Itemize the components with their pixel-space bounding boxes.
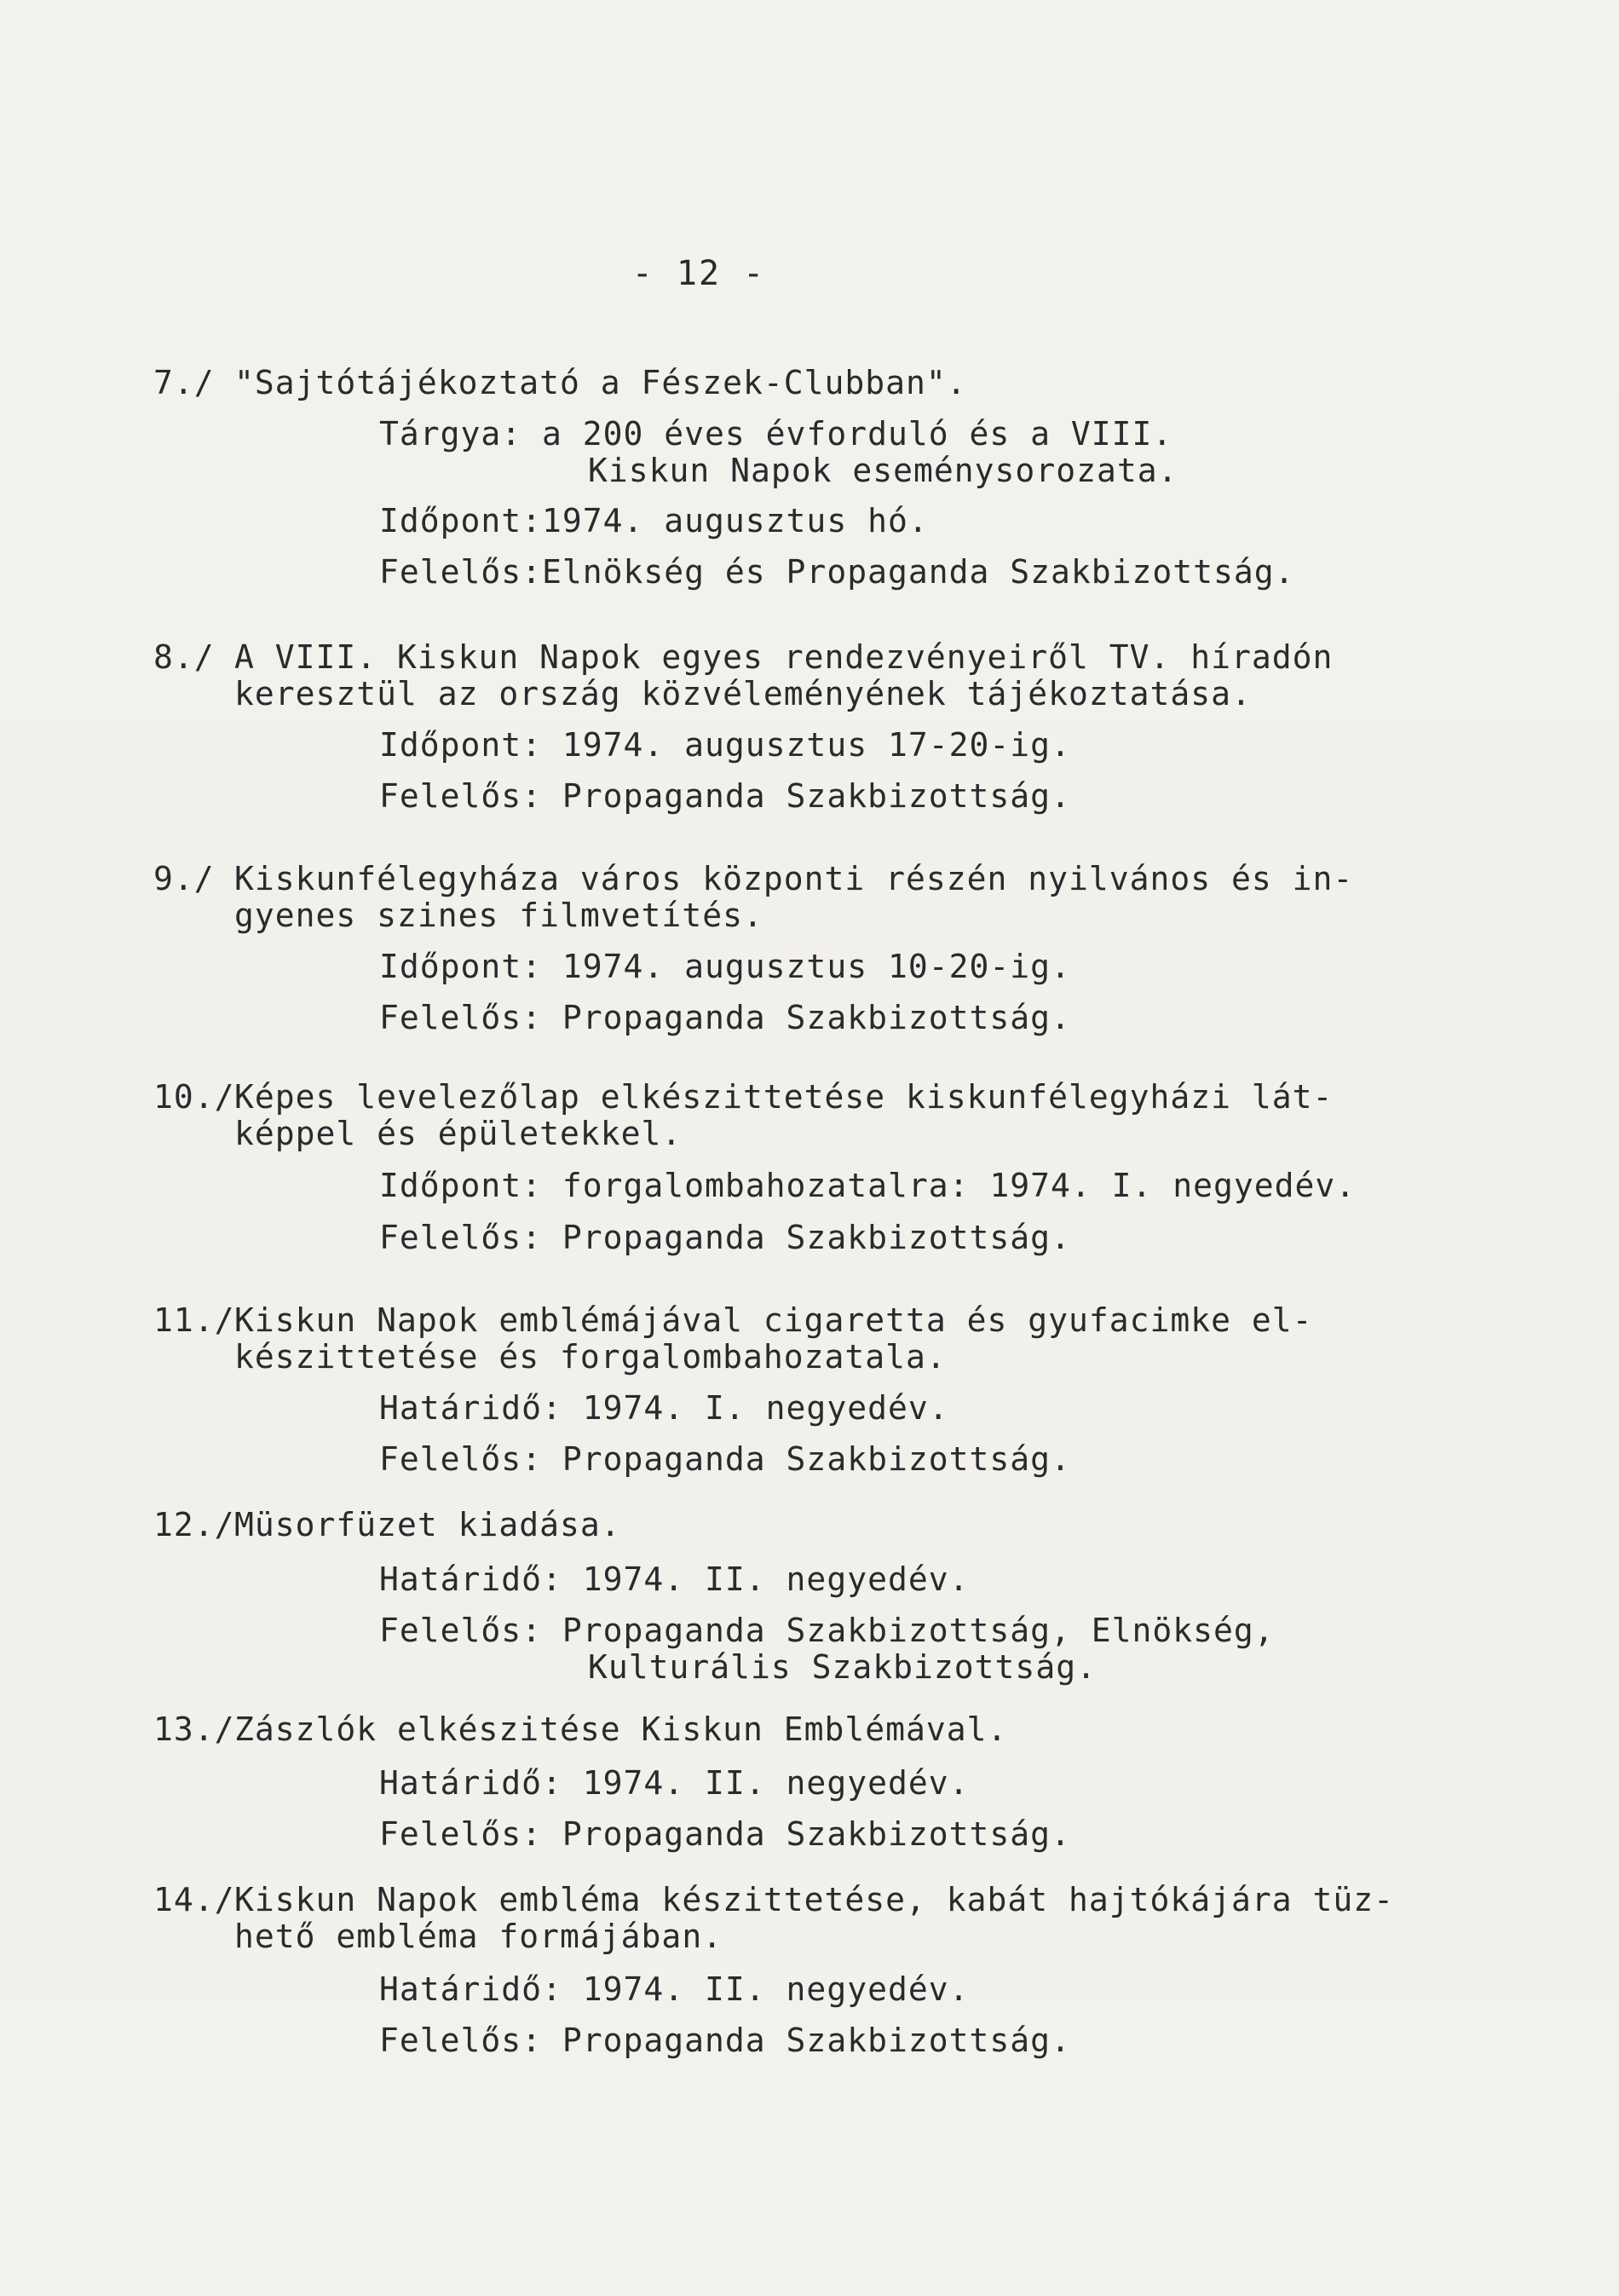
item-title: Kiskun Napok embléma készittetése, kabát hajtókájára tüz-	[234, 1881, 1395, 1918]
item-responsible: Felelős: Propaganda Szakbizottság.	[379, 1815, 1071, 1853]
item-deadline: Határidő: 1974. I. negyedév.	[379, 1389, 949, 1427]
item-number: 12./	[153, 1506, 235, 1543]
item-number: 11./	[153, 1301, 235, 1339]
item-deadline: Határidő: 1974. II. negyedév.	[379, 1970, 970, 2008]
item-responsible: Felelős: Propaganda Szakbizottság.	[379, 999, 1071, 1036]
item-subject-continued: Kiskun Napok eseménysorozata.	[588, 452, 1178, 489]
item-title-continued: gyenes szines filmvetítés.	[234, 897, 763, 934]
item-responsible: Felelős: Propaganda Szakbizottság.	[379, 1219, 1071, 1256]
item-number: 13./	[153, 1710, 235, 1748]
item-date: Időpont:1974. augusztus hó.	[379, 502, 929, 539]
item-subject: Tárgya: a 200 éves évforduló és a VIII.	[379, 415, 1173, 453]
item-title-continued: képpel és épületekkel.	[234, 1115, 683, 1152]
item-date: Időpont: forgalombahozatalra: 1974. I. negyedév.	[379, 1167, 1357, 1204]
item-responsible: Felelős: Propaganda Szakbizottság.	[379, 777, 1071, 815]
item-title: Képes levelezőlap elkészittetése kiskunfélegyházi lát-	[234, 1078, 1334, 1116]
item-number: 14./	[153, 1881, 235, 1918]
item-title-continued: hető embléma formájában.	[234, 1918, 723, 1955]
item-title: Müsorfüzet kiadása.	[234, 1506, 621, 1543]
item-title: Kiskun Napok emblémájával cigaretta és gyufacimke el-	[234, 1301, 1313, 1339]
item-responsible: Felelős: Propaganda Szakbizottság.	[379, 1440, 1071, 1478]
item-responsible-continued: Kulturális Szakbizottság.	[588, 1648, 1097, 1686]
item-title-continued: keresztül az ország közvéleményének tájékoztatása.	[234, 675, 1252, 712]
item-number: 8./	[153, 638, 215, 676]
item-number: 9./	[153, 860, 215, 897]
item-number: 10./	[153, 1078, 235, 1116]
item-title-continued: készittetése és forgalombahozatala.	[234, 1338, 947, 1376]
item-deadline: Határidő: 1974. II. negyedév.	[379, 1764, 970, 1802]
item-title: "Sajtótájékoztató a Fészek-Clubban".	[234, 364, 967, 401]
item-title: A VIII. Kiskun Napok egyes rendezvényeiről TV. híradón	[234, 638, 1334, 676]
item-number: 7./	[153, 364, 215, 401]
item-date: Időpont: 1974. augusztus 17-20-ig.	[379, 726, 1071, 764]
item-responsible: Felelős:Elnökség és Propaganda Szakbizottság.	[379, 553, 1295, 591]
item-title: Kiskunfélegyháza város központi részén nyilvános és in-	[234, 860, 1354, 897]
item-responsible: Felelős: Propaganda Szakbizottság.	[379, 2022, 1071, 2059]
item-responsible: Felelős: Propaganda Szakbizottság, Elnökség,	[379, 1612, 1275, 1649]
page-number: - 12 -	[631, 254, 766, 293]
item-deadline: Határidő: 1974. II. negyedév.	[379, 1560, 970, 1598]
item-title: Zászlók elkészitése Kiskun Emblémával.	[234, 1710, 1008, 1748]
item-date: Időpont: 1974. augusztus 10-20-ig.	[379, 948, 1071, 985]
